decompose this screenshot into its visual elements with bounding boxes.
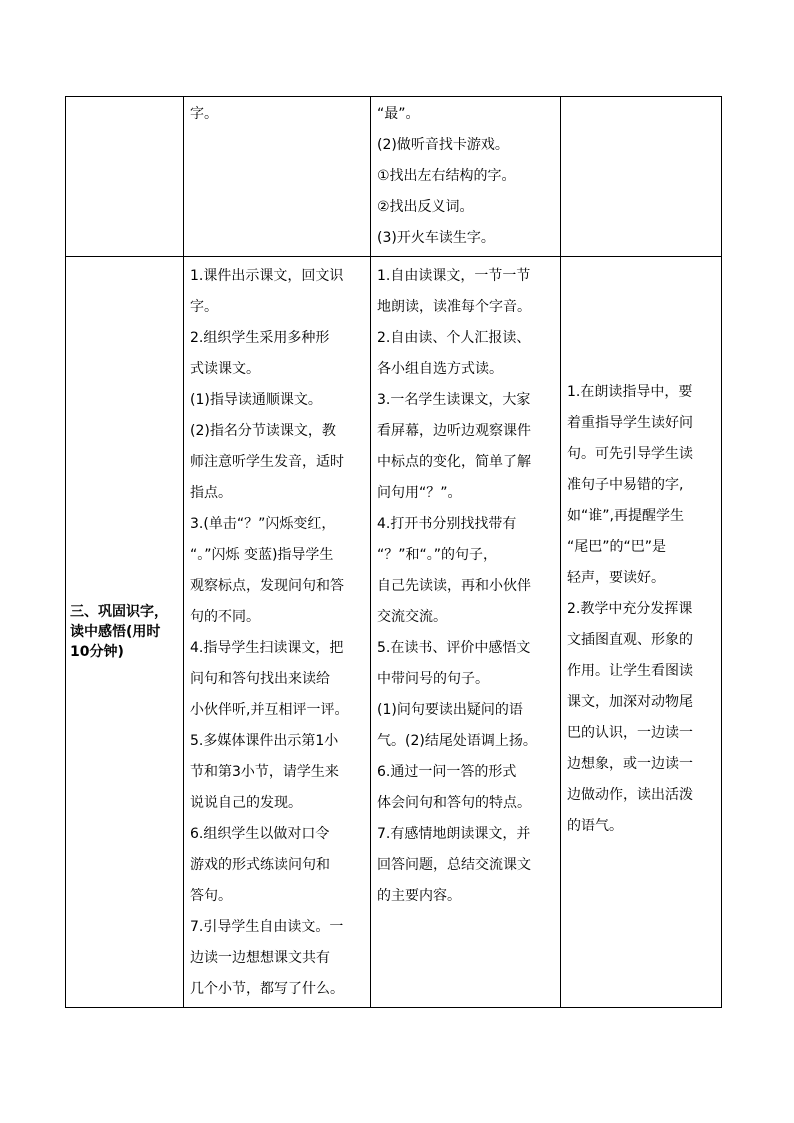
table-row (66, 97, 722, 257)
text-line: 三、巩固识字， (70, 604, 168, 620)
text-line: 巴的认识，一边读一 (567, 725, 693, 741)
text-line: 几个小节，都写了什么。 (190, 981, 344, 997)
text-line: 句的不同。 (190, 609, 260, 625)
text-line: 边想象，或一边读一 (567, 756, 693, 772)
text-line: 2.自由读、个人汇报读、 (377, 330, 531, 346)
text-line: 式读课文。 (190, 361, 260, 377)
text-line: 5.多媒体课件出示第1小 (190, 733, 339, 749)
text-line: 答句。 (190, 888, 232, 904)
text-line: (1)问句要读出疑问的语 (377, 702, 523, 718)
text-line: 着重指导学生读好问 (567, 415, 693, 431)
text-line: (2)做听音找卡游戏。 (377, 137, 509, 153)
section-cell (66, 97, 184, 257)
student-activity-cell (371, 97, 561, 257)
text-line: “？”和“。”的句子， (377, 547, 498, 563)
text-line: 中标点的变化，简单了解 (377, 454, 531, 470)
text-line: 准句子中易错的字, (567, 477, 684, 493)
text-line: 1.课件出示课文，回文识 (190, 268, 344, 284)
text-line: 3.(单击“？”闪烁变红， (190, 516, 336, 532)
text-line: 4.打开书分别找找带有 (377, 516, 517, 532)
text-line: (1)指导读通顺课文。 (190, 392, 322, 408)
text-line: “尾巴”的“巴”是 (567, 539, 667, 555)
text-line: 各小组自选方式读。 (377, 361, 503, 377)
text-line: 观察标点，发现问句和答 (190, 578, 344, 594)
text-line: 地朗读，读准每个字音。 (377, 299, 531, 315)
section-title-cell (66, 257, 184, 1008)
text-line: 句。可先引导学生读 (567, 446, 693, 462)
text-line: 回答问题，总结交流课文 (377, 857, 531, 873)
text-line: 师注意听学生发音，适时 (190, 454, 344, 470)
design-notes-cell (561, 257, 722, 1008)
text-line: 7.有感情地朗读课文，并 (377, 826, 531, 842)
text-line: 10分钟) (70, 644, 124, 660)
teacher-activity-cell (184, 97, 371, 257)
table-row (66, 257, 722, 1008)
text-line: 文插图直观、形象的 (567, 632, 693, 648)
text-line: “。”闪烁 变蓝)指导学生 (190, 547, 334, 563)
text-line: 边做动作，读出活泼 (567, 787, 693, 803)
text-line: 7.引导学生自由读文。一 (190, 919, 344, 935)
text-line: 气。(2)结尾处语调上扬。 (377, 733, 537, 749)
student-activity-cell (371, 257, 561, 1008)
text-line: 1.在朗读指导中，要 (567, 384, 693, 400)
text-line: 看屏幕，边听边观察课件 (377, 423, 531, 439)
text-line: 节和第3小节，请学生来 (190, 764, 339, 780)
text-line: 字。 (190, 106, 218, 122)
text-line: 2.组织学生采用多种形 (190, 330, 330, 346)
text-line: 交流交流。 (377, 609, 447, 625)
text-line: 边读一边想想课文共有 (190, 950, 330, 966)
text-line: 6.组织学生以做对口令 (190, 826, 330, 842)
text-line: “最”。 (377, 106, 420, 122)
text-line: 体会问句和答句的特点。 (377, 795, 531, 811)
text-line: 作用。让学生看图读 (567, 663, 693, 679)
text-line: 3.一名学生读课文，大家 (377, 392, 531, 408)
text-line: 读中感悟(用时 (70, 624, 161, 640)
text-line: 1.自由读课文，一节一节 (377, 268, 531, 284)
text-line: 问句和答句找出来读给 (190, 671, 330, 687)
design-notes-cell (561, 97, 722, 257)
text-line: 6.通过一问一答的形式 (377, 764, 517, 780)
text-line: 课文，加深对动物尾 (567, 694, 693, 710)
text-line: 如“谁”,再提醒学生 (567, 508, 684, 524)
text-line: 自己先读读，再和小伙伴 (377, 578, 531, 594)
text-line: 字。 (190, 299, 218, 315)
text-line: 指点。 (190, 485, 232, 501)
text-line: 的主要内容。 (377, 888, 461, 904)
text-line: 的语气。 (567, 818, 623, 834)
text-line: 小伙伴听,并互相评一评。 (190, 702, 349, 718)
text-line: (2)指名分节读课文，教 (190, 423, 336, 439)
text-line: 游戏的形式练读问句和 (190, 857, 330, 873)
text-line: 5.在读书、评价中感悟文 (377, 640, 531, 656)
text-line: 轻声，要读好。 (567, 570, 665, 586)
text-line: 说说自己的发现。 (190, 795, 302, 811)
lesson-plan-table (65, 96, 722, 1008)
text-line: (3)开火车读生字。 (377, 230, 495, 246)
text-line: ②找出反义词。 (377, 199, 474, 215)
teacher-activity-cell (184, 257, 371, 1008)
text-line: 4.指导学生扫读课文，把 (190, 640, 344, 656)
text-line: 中带问号的句子。 (377, 671, 489, 687)
text-line: ①找出左右结构的字。 (377, 168, 516, 184)
text-line: 问句用“？”。 (377, 485, 462, 501)
text-line: 2.教学中充分发挥课 (567, 601, 693, 617)
